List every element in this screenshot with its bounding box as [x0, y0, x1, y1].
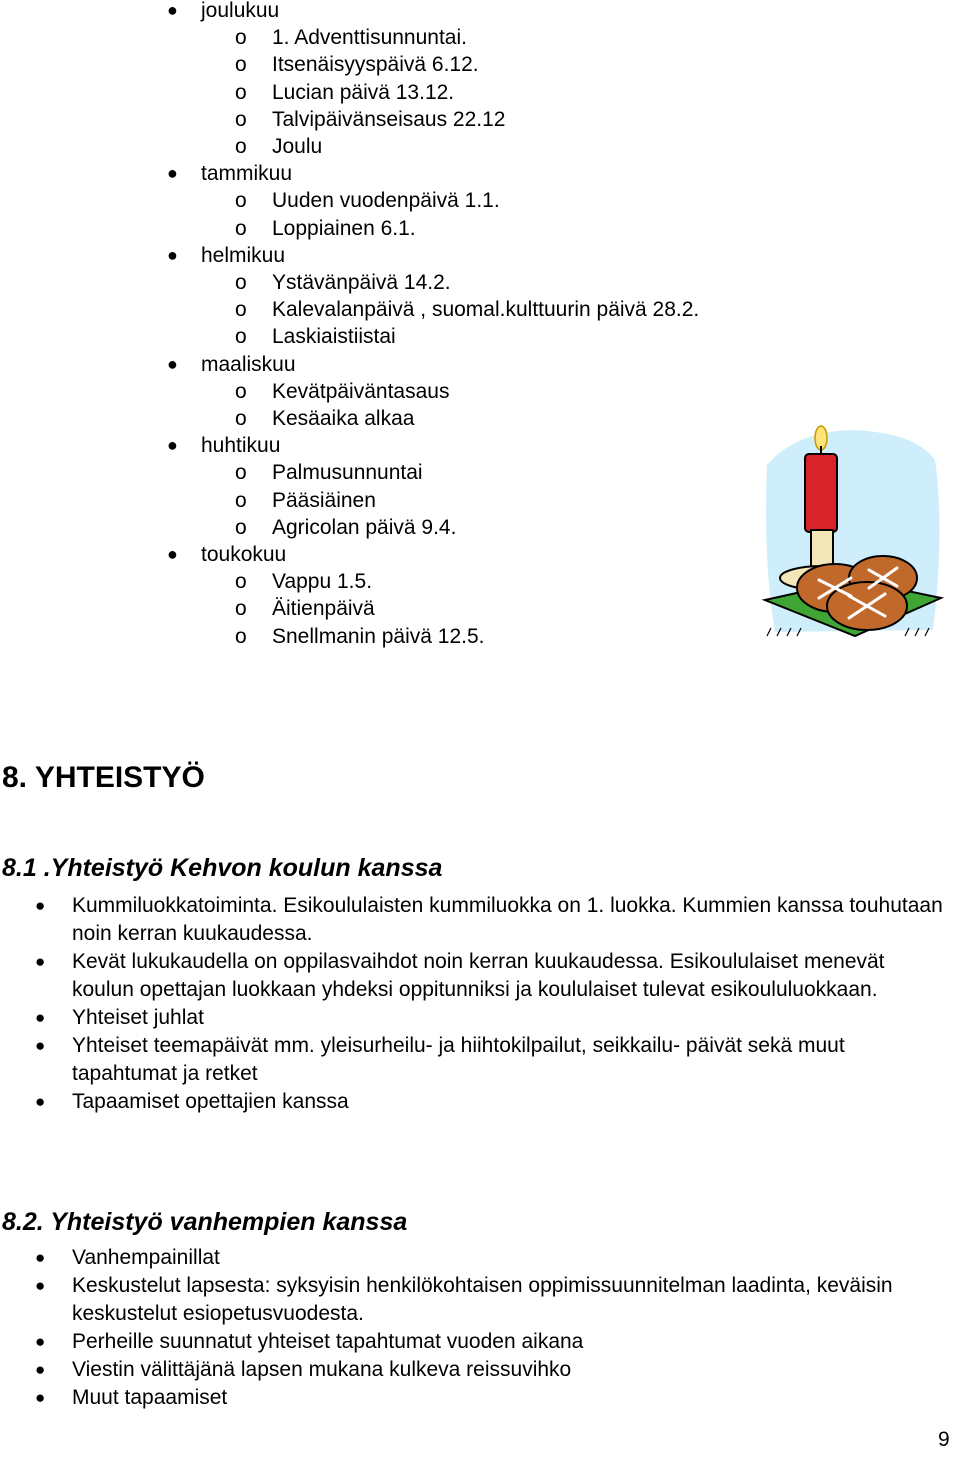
bullet-icon: ●	[167, 353, 178, 374]
section-8-title: 8. YHTEISTYÖ	[2, 761, 205, 794]
event-label: Pääsiäinen	[272, 488, 376, 512]
list-item	[35, 948, 952, 1004]
event-item	[235, 215, 416, 242]
event-label: Lucian päivä 13.12.	[272, 80, 455, 104]
bullet-icon: ●	[35, 1036, 46, 1055]
sub-bullet-icon: o	[235, 189, 247, 213]
event-item	[235, 514, 457, 541]
event-label: Loppiainen 6.1.	[272, 216, 416, 240]
list-item-text: Kummiluokkatoiminta. Esikoululaisten kummiluokka on 1. luokka. Kummien kanssa touhutaan noin kerran kuukaudessa.	[72, 894, 943, 945]
list-item-text: Perheille suunnatut yhteiset tapahtumat vuoden aikana	[72, 1330, 584, 1353]
easter-candle-buns-illustration	[755, 410, 947, 650]
bullet-icon: ●	[35, 1248, 46, 1267]
event-item	[235, 106, 506, 133]
event-item	[235, 487, 376, 514]
list-item	[35, 892, 952, 948]
month-item	[167, 160, 293, 187]
list-item	[35, 1032, 952, 1088]
list-item	[35, 1328, 952, 1356]
bullet-icon: ●	[35, 952, 46, 971]
bullet-icon: ●	[167, 244, 178, 265]
section-8-1-list	[35, 892, 952, 1116]
event-item	[235, 323, 396, 350]
sub-bullet-icon: o	[235, 461, 247, 485]
list-item-text: Yhteiset teemapäivät mm. yleisurheilu- ja hiihtokilpailut, seikkailu- päivät sekä muut tapahtumat ja retket	[72, 1034, 845, 1085]
bullet-icon: ●	[35, 1388, 46, 1407]
list-item-text: Yhteiset juhlat	[72, 1006, 204, 1029]
event-item	[235, 79, 455, 106]
event-label: Laskiaistiistai	[272, 325, 396, 349]
sub-bullet-icon: o	[235, 298, 247, 322]
month-item	[167, 0, 280, 24]
list-item	[35, 1384, 952, 1412]
list-item	[35, 1356, 952, 1384]
section-8-2-title: 8.2. Yhteistyö vanhempien kanssa	[2, 1208, 408, 1236]
month-label: helmikuu	[201, 243, 286, 267]
event-item	[235, 459, 423, 486]
month-label: tammikuu	[201, 162, 293, 186]
bullet-icon: ●	[35, 1008, 46, 1027]
event-item	[235, 24, 467, 51]
bullet-icon: ●	[167, 163, 178, 184]
event-item	[235, 623, 485, 650]
month-label: joulukuu	[201, 0, 280, 22]
bullet-icon: ●	[35, 1092, 46, 1111]
month-item	[167, 541, 287, 568]
bullet-icon: ●	[167, 0, 178, 20]
sub-bullet-icon: o	[235, 597, 247, 621]
sub-bullet-icon: o	[235, 135, 247, 158]
event-label: Joulu	[272, 135, 323, 158]
list-item	[35, 1272, 952, 1328]
sub-bullet-icon: o	[235, 624, 247, 648]
sub-bullet-icon: o	[235, 515, 247, 539]
event-label: Snellmanin päivä 12.5.	[272, 624, 485, 648]
list-item-text: Vanhempainillat	[72, 1246, 220, 1269]
list-item-text: Kevät lukukaudella on oppilasvaihdot noin kerran kuukaudessa. Esikoululaiset menevät koulun opettajan luokkaan yhdeksi oppitunniksi ja koululaiset tulevat esikoululuokkaan.	[72, 950, 885, 1001]
event-item	[235, 568, 373, 595]
sub-bullet-icon: o	[235, 407, 247, 430]
section-8-2-list	[35, 1244, 952, 1412]
bullet-icon: ●	[35, 1332, 46, 1351]
sub-bullet-icon: o	[235, 26, 247, 50]
event-label: Kesäaika alkaa	[272, 407, 415, 430]
event-label: Kalevalanpäivä , suomal.kulttuurin päivä 28.2.	[272, 298, 700, 322]
event-label: Vappu 1.5.	[272, 570, 373, 594]
section-8-1-title: 8.1 .Yhteistyö Kehvon koulun kanssa	[2, 854, 443, 882]
event-label: 1. Adventtisunnuntai.	[272, 26, 467, 50]
event-item	[235, 595, 375, 622]
month-item	[167, 242, 286, 269]
event-label: Kevätpäiväntasaus	[272, 379, 450, 403]
list-item-text: Muut tapaamiset	[72, 1386, 228, 1409]
list-item	[35, 1244, 952, 1272]
bullet-icon: ●	[35, 896, 46, 915]
event-item	[235, 378, 450, 405]
event-label: Talvipäivänseisaus 22.12	[272, 107, 506, 131]
list-item	[35, 1088, 952, 1116]
event-label: Ystävänpäivä 14.2.	[272, 271, 451, 294]
candle-icon	[805, 454, 837, 532]
event-item	[235, 51, 479, 78]
event-label: Agricolan päivä 9.4.	[272, 515, 457, 539]
event-label: Palmusunnuntai	[272, 461, 423, 485]
event-item	[235, 269, 451, 296]
list-item-text: Tapaamiset opettajien kanssa	[72, 1090, 349, 1113]
bullet-icon: ●	[35, 1360, 46, 1379]
event-item	[235, 187, 500, 214]
list-item-text: Keskustelut lapsesta: syksyisin henkilökohtaisen oppimissuunnitelman laadinta, keväisin keskustelut esiopetusvuodesta.	[72, 1274, 893, 1325]
list-item	[35, 1004, 952, 1032]
event-label: Uuden vuodenpäivä 1.1.	[272, 189, 500, 213]
bullet-icon: ●	[167, 544, 178, 564]
sub-bullet-icon: o	[235, 379, 247, 403]
event-item	[235, 296, 700, 323]
page-number: 9	[938, 1428, 950, 1451]
sub-bullet-icon: o	[235, 325, 247, 349]
list-item-text: Viestin välittäjänä lapsen mukana kulkeva reissuvihko	[72, 1358, 572, 1381]
sub-bullet-icon: o	[235, 570, 247, 594]
sub-bullet-icon: o	[235, 271, 247, 294]
month-label: huhtikuu	[201, 434, 281, 458]
event-item	[235, 405, 415, 432]
sub-bullet-icon: o	[235, 216, 247, 240]
month-label: toukokuu	[201, 543, 287, 566]
bullet-icon: ●	[167, 435, 178, 456]
event-label: Äitienpäivä	[272, 597, 375, 621]
sub-bullet-icon: o	[235, 53, 247, 77]
month-label: maaliskuu	[201, 352, 296, 376]
month-item	[167, 351, 296, 378]
sub-bullet-icon: o	[235, 107, 247, 131]
sub-bullet-icon: o	[235, 80, 247, 104]
bullet-icon: ●	[35, 1276, 46, 1295]
event-item	[235, 133, 323, 160]
month-item	[167, 432, 281, 459]
sub-bullet-icon: o	[235, 488, 247, 512]
event-label: Itsenäisyyspäivä 6.12.	[272, 53, 479, 77]
